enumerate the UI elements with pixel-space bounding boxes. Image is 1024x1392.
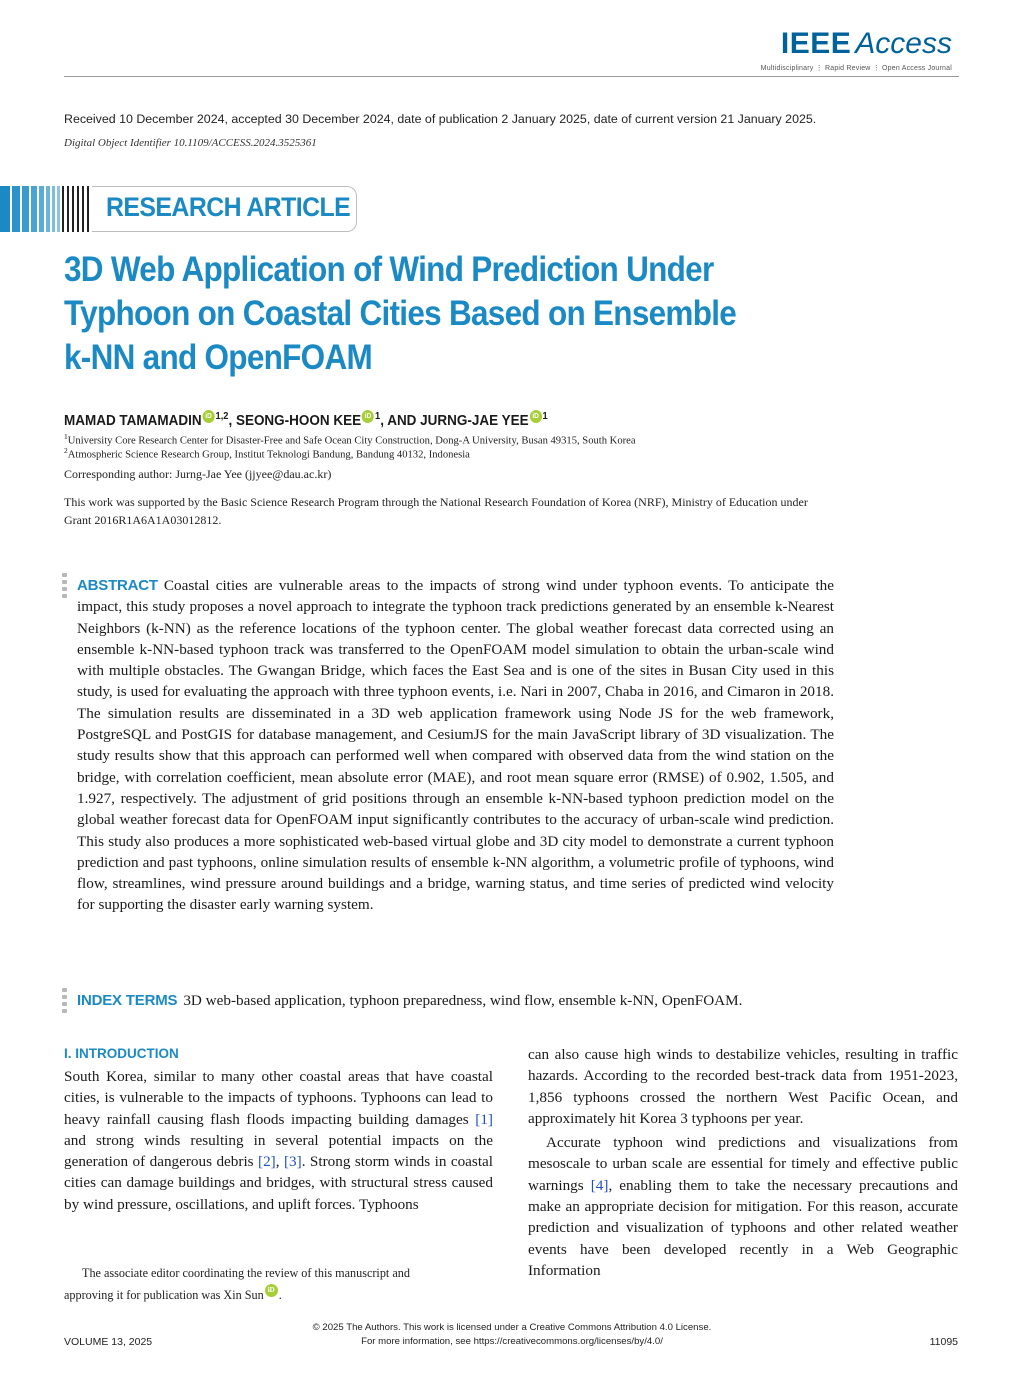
author-list: [64, 410, 548, 429]
affiliation-2-number: 2: [64, 446, 68, 455]
affiliation-1-text: University Core Research Center for Disaster-Free and Safe Ocean City Construction, Dong-A University, Busan 49315, South Korea: [67, 435, 636, 447]
intro-right-text-2: , enabling them to take the necessary precautions and make an appropriate decision for mitigation. For this reason, accurate prediction and visualization of typhoons and other related weather events have been developed recently in a Web Geographic Information: [528, 1176, 958, 1279]
intro-right-paragraph-2: [528, 1132, 958, 1281]
intro-right-paragraph-1: can also cause high winds to destabilize vehicles, resulting in traffic hazards. According to the recorded best-track data from 1951-2023, 1,856 typhoons crossed the northern West Pacific Ocean, and approximately hit Korea 3 typhoons per year.: [528, 1046, 958, 1127]
abstract-label: ABSTRACT: [77, 577, 158, 594]
logo-tagline: Multidisciplinary ⋮ Rapid Review ⋮ Open Access Journal: [760, 65, 952, 72]
intro-text-4: . Strong storm winds in coastal cities can damage buildings and bridges, with structural stress caused by wind pressure, oscillations, and uplift forces. Typhoons: [64, 1153, 494, 1213]
header-divider: [64, 76, 959, 77]
intro-text-1: South Korea, similar to many other coastal areas that have coastal cities, is vulnerable to the impacts of typhoons. Typhoons can lead to heavy rainfall causing flash floods impacting building damages: [64, 1068, 493, 1128]
corresponding-author: Corresponding author: Jurng-Jae Yee (jjyee@dau.ac.kr): [64, 467, 332, 481]
doi-line[interactable]: Digital Object Identifier 10.1109/ACCESS.2024.3525361: [64, 137, 317, 149]
banner-stripe: [52, 186, 55, 232]
author-3[interactable]: , AND JURNG-JAE YEE: [380, 413, 529, 429]
index-terms-dots-decoration: [62, 988, 68, 1013]
banner-stripe: [57, 186, 60, 232]
logo-ieee-text: IEEE: [780, 27, 852, 60]
publication-dates: Received 10 December 2024, accepted 30 December 2024, date of publication 2 January 2025, date of current version 21 January 2025.: [64, 112, 817, 126]
citation-link-4[interactable]: [4]: [590, 1176, 609, 1194]
banner-stripe: [67, 186, 69, 232]
abstract-dots-decoration: [62, 573, 68, 598]
banner-stripe: [77, 186, 79, 232]
affiliation-1: [64, 432, 636, 447]
orcid-icon[interactable]: iD: [362, 410, 374, 423]
author-1-affil: 1,2: [215, 411, 229, 422]
title-line-3: k-NN and OpenFOAM: [64, 338, 373, 377]
author-1[interactable]: MAMAD TAMAMADIN: [64, 413, 202, 429]
banner-stripe: [62, 186, 64, 232]
banner-stripe: [31, 186, 37, 232]
index-terms-block: [77, 990, 877, 1011]
logo-access-text: Access: [855, 27, 952, 60]
abstract-block: [77, 575, 834, 916]
intro-text-2: and strong winds resulting in several potential impacts on the generation of dangerous debris: [64, 1131, 493, 1171]
banner-stripe: [72, 186, 74, 232]
title-line-2: Typhoon on Coastal Cities Based on Ensemble: [64, 294, 737, 333]
abstract-text: Coastal cities are vulnerable areas to the impacts of strong wind under typhoon events. To anticipate the impact, this study proposes a novel approach to integrate the typhoon track predictions generated by an ensemble k-Nearest Neighbors (k-NN) as the reference locations of the typhoon center. The global weather forecast data corrected using an ensemble k-NN-based typhoon track was transferred to the OpenFOAM model simulation to obtain the urban-scale wind with multiple obstacles. The Gwangan Bridge, which faces the East Sea and is one of the sites in Busan City used in this study, is used for evaluating the approach with three typhoon events, i.e. Nari in 2007, Chaba in 2016, and Cimaron in 2018. The simulation results are disseminated in a 3D web application framework using Node JS for the web framework, PostgreSQL and PostGIS for database management, and CesiumJS for the main JavaScript library of 3D visualization. The study results show that this approach can performed well when compared with observed data from the wind station on the bridge, with correlation coefficient, mean absolute error (MAE), and root mean square error (RMSE) of 0.902, 1.505, and 1.927, respectively. The adjustment of grid positions through an ensemble k-NN-based typhoon prediction model on the global weather forecast data for OpenFOAM input significantly contributes to the accuracy of urban-scale wind prediction. This study also produces a more sophisticated web-based virtual globe and 3D city model to demonstrate a current typhoon prediction and past typhoons, online simulation results of ensemble k-NN algorithm, a volumetric profile of typhoons, wind flow, streamlines, wind pressure around buildings and a bridge, warning status, and time series of predicted wind velocity for supporting the disaster early warning system.: [77, 577, 834, 914]
intro-right-text-1: Accurate typhoon wind predictions and visualizations from mesoscale to urban scale are essential for timely and effective public warnings: [528, 1134, 958, 1194]
banner-stripe: [0, 186, 10, 232]
license-line-2[interactable]: For more information, see https://creativecommons.org/licenses/by/4.0/: [361, 1336, 663, 1347]
author-2-affil: 1: [375, 411, 381, 422]
footer-page-number: 11095: [929, 1336, 958, 1348]
index-terms-text: 3D web-based application, typhoon preparedness, wind flow, ensemble k-NN, OpenFOAM.: [183, 992, 743, 1009]
author-2[interactable]: , SEONG-HOON KEE: [228, 413, 362, 429]
citation-link-3[interactable]: [3]: [283, 1153, 302, 1171]
banner-stripe: [87, 186, 89, 232]
section-heading-introduction: I. INTRODUCTION: [64, 1046, 179, 1061]
citation-link-1[interactable]: [1]: [475, 1110, 493, 1128]
license-line-1: © 2025 The Authors. This work is licensed under a Creative Commons Attribution 4.0 License.: [312, 1322, 712, 1333]
editor-note-line-1: The associate editor coordinating the review of this manuscript and: [82, 1266, 410, 1280]
intro-text-3: ,: [275, 1153, 284, 1171]
banner-stripe: [12, 186, 20, 232]
title-line-1: 3D Web Application of Wind Prediction Under: [64, 250, 714, 289]
banner-stripes-decoration: [0, 186, 92, 232]
editor-footnote: [64, 1263, 493, 1306]
paper-title: [64, 248, 824, 380]
intro-left-column: [64, 1066, 493, 1215]
editor-note-line-2-wrap: [64, 1284, 493, 1306]
article-type-label: RESEARCH ARTICLE: [106, 192, 351, 222]
affiliation-2: [64, 446, 470, 461]
banner-stripe: [22, 186, 29, 232]
intro-right-column: [528, 1044, 958, 1281]
banner-stripe: [46, 186, 50, 232]
editor-note-line-2: approving it for publication was Xin Sun: [64, 1288, 264, 1302]
banner-stripe: [82, 186, 84, 232]
author-3-affil: 1: [542, 411, 548, 422]
affiliation-2-text: Atmospheric Science Research Group, Institut Teknologi Bandung, Bandung 40132, Indonesia: [67, 449, 470, 461]
orcid-icon[interactable]: iD: [530, 410, 542, 423]
citation-link-2[interactable]: [2]: [258, 1153, 276, 1171]
ieee-access-logo: [781, 28, 952, 60]
footer-volume: VOLUME 13, 2025: [64, 1336, 153, 1348]
banner-stripe: [39, 186, 44, 232]
orcid-icon[interactable]: iD: [265, 1284, 278, 1297]
editor-note-end: .: [278, 1288, 282, 1302]
affiliation-1-number: 1: [64, 432, 68, 441]
orcid-icon[interactable]: iD: [203, 410, 215, 423]
index-terms-label: INDEX TERMS: [77, 992, 178, 1009]
funding-statement: This work was supported by the Basic Science Research Program through the National Research Foundation of Korea (NRF), Ministry of Education under Grant 2016R1A6A1A03012812.: [64, 495, 808, 527]
